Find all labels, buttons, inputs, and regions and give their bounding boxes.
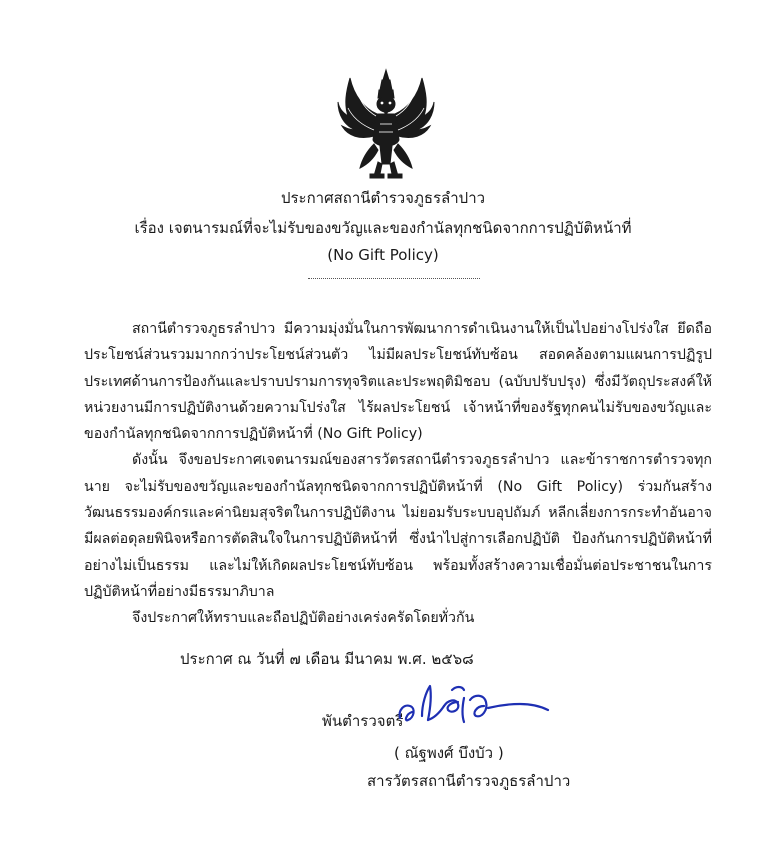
signatory-rank: พันตำรวจตรี [322,712,404,730]
policy-name-english: (No Gift Policy) [327,246,439,264]
header-divider-dotted [308,278,480,279]
announcement-date: ประกาศ ณ วันที่ ๗ เดือน มีนาคม พ.ศ. ๒๕๖๘ [180,650,474,668]
announcement-body [84,316,712,632]
paragraph-1: สถานีตำรวจภูธรลำปาว มีความมุ่งมั่นในการพัฒนาการดำเนินงานให้เป็นไปอย่างโปร่งใส ยึดถือประโยชน์ส่วนรวมมากกว่าประโยชน์ส่วนตัว ไม่มีผลประโยชน์ทับซ้อน สอดคล้องตามแผนการปฏิรูปประเทศด้านการป้องกันและปราบปรามการทุจริตและประพฤติมิชอบ (ฉบับปรับปรุง) ซึ่งมีวัตถุประสงค์ให้หน่วยงานมีการปฏิบัติงานด้วยความโปร่งใส ไร้ผลประโยชน์ เจ้าหน้าที่ของรัฐทุกคนไม่รับของขวัญและของกำนัลทุกชนิดจากการปฏิบัติหน้าที่ (No Gift Policy) [84,321,712,443]
signatory-position: สารวัตรสถานีตำรวจภูธรลำปาว [367,772,571,790]
garuda-emblem-icon [336,68,436,180]
paragraph-3: จึงประกาศให้ทราบและถือปฏิบัติอย่างเคร่งครัดโดยทั่วกัน [132,610,475,627]
paragraph-2: ดังนั้น จึงขอประกาศเจตนารมณ์ของสารวัตรสถานีตำรวจภูธรลำปาว และข้าราชการตำรวจทุกนาย จะไม่รับของขวัญและของกำนัลทุกชนิดจากการปฏิบัติหน้าที่ (No Gift Policy) ร่วมกันสร้างวัฒนธรรมองค์กรและค่านิยมสุจริตในการปฏิบัติงาน ไม่ยอมรับระบบอุปถัมภ์ หลีกเลี่ยงการกระทำอันอาจมีผลต่อดุลยพินิจหรือการตัดสินใจในการปฏิบัติหน้าที่ ซึ่งนำไปสู่การเลือกปฏิบัติ ป้องกันการปฏิบัติหน้าที่อย่างไม่เป็นธรรม และไม่ให้เกิดผลประโยชน์ทับซ้อน พร้อมทั้งสร้างความเชื่อมั่นต่อประชาชนในการปฏิบัติหน้าที่อย่างมีธรรมาภิบาล [84,452,712,600]
signatory-name: ( ณัฐพงศ์ บึงบัว ) [394,744,504,762]
announcement-agency: ประกาศสถานีตำรวจภูธรลำปาว [280,189,486,207]
handwritten-signature-icon [392,676,552,734]
announcement-subject: เรื่อง เจตนารมณ์ที่จะไม่รับของขวัญและของกำนัลทุกชนิดจากการปฏิบัติหน้าที่ [134,219,632,237]
